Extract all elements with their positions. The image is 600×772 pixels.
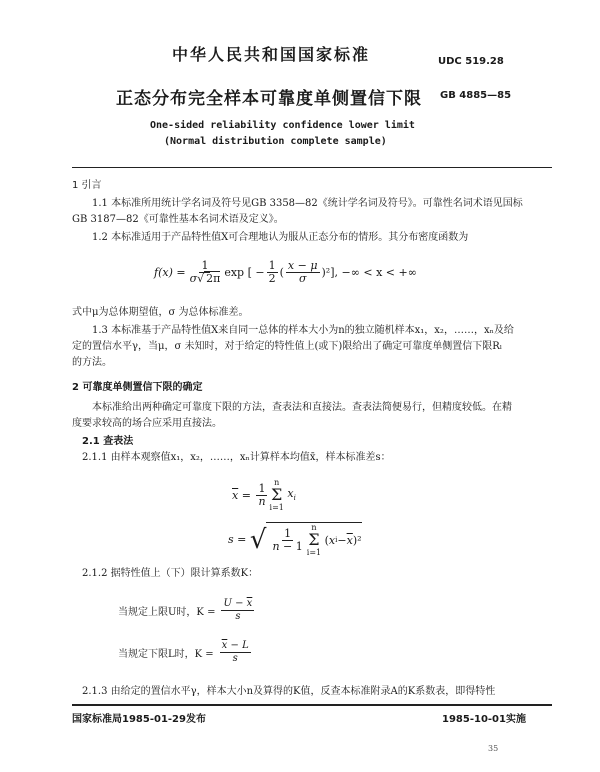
footer-divider [72,704,552,706]
udc-code: UDC 519.28 [438,56,504,67]
section-2-1-1: 2.1.1 由样本观察值x₁，x₂，……，xₙ计算样本均值x̄，样本标准差s： [82,452,391,463]
section-2-1-2: 2.1.2 据特性值上（下）限计算系数K： [82,568,259,579]
page-title: 正态分布完全样本可靠度单侧置信下限 [116,89,422,109]
issuing-org: 中华人民共和国国家标准 [172,45,371,64]
section-2-intro-cont: 度要求较高的场合应采用直接法。 [72,418,222,429]
formula-exp: exp [ − [224,266,265,279]
note-mu-sigma: 式中μ为总体期望值，σ 为总体标准差。 [72,307,249,318]
paragraph-1-1-cont: GB 3187—82《可靠性基本名词术语及定义》。 [72,214,284,225]
paragraph-1-3: 1.3 本标准基于产品特性值X来自同一总体的样本大小为n的独立随机样本x₁，x₂，……，xₙ及给 [92,325,514,336]
formula-range: , −∞ < x < +∞ [334,266,417,279]
paragraph-1-3-end: 的方法。 [72,357,112,368]
std-formula: s = √ $\frac{1}{n - 1}$ n Σ i=1 ( x i − $\overline{x}$ )² [228,523,362,557]
formula-lhs: f(x) = [154,266,186,279]
lower-limit-formula: 当规定下限L时，K = $\frac{\overline{x} - L}{s}$ [118,640,249,664]
density-formula: f(x) = $\frac{1}{\sigma√ 2\pi}$ exp [ − $\frac{1}{2}$ ( $\frac{x - \mu}{\sigma}$ )²] , −∞ < x < +∞ [154,259,417,285]
section-2-1-heading: 2.1 查表法 [82,436,134,447]
page-number: 35 [488,744,499,753]
standard-number: GB 4885—85 [440,90,512,101]
header-divider [72,167,552,168]
paragraph-1-1: 1.1 本标准所用统计学名词及符号见GB 3358—82《统计学名词及符号》。可靠性名词术语见国标 [92,198,523,209]
english-title: One-sided reliability confidence lower limit [150,120,415,131]
upper-limit-formula: 当规定上限U时，K = $\frac{U - \overline{x}}{s}$ [118,598,253,622]
upper-limit-label: 当规定上限U时，K = [118,607,216,618]
section-1-heading: 1 引言 [72,180,102,191]
issue-date: 国家标准局1985-01-29发布 [72,714,206,725]
section-2-intro: 本标准给出两种确定可靠度下限的方法，查表法和直接法。查表法简便易行，但精度较低。在精 [92,402,512,413]
paragraph-1-2: 1.2 本标准适用于产品特性值X可合理地认为服从正态分布的情形。其分布密度函数为 [92,232,469,243]
effective-date: 1985-10-01实施 [442,714,526,725]
formula-fraction: $\frac{1}{\sigma√ 2\pi}$ [189,259,221,285]
section-2-heading: 2 可靠度单侧置信下限的确定 [72,382,203,393]
mean-formula: $\overline{x}$ = $\frac{1}{n}$ n Σ i=1 $x_i$ [232,478,296,512]
paragraph-1-3-cont: 定的置信水平γ，当μ，σ 未知时，对于给定的特性值上(或下)限给出了确定可靠度单侧置信下限Rₗ [72,341,503,352]
section-2-1-3: 2.1.3 由给定的置信水平γ，样本大小n及算得的K值，反查本标准附录A的K系数表，即得特性 [82,686,496,697]
lower-limit-label: 当规定下限L时，K = [118,649,214,660]
english-subtitle: (Normal distribution complete sample) [164,136,387,147]
